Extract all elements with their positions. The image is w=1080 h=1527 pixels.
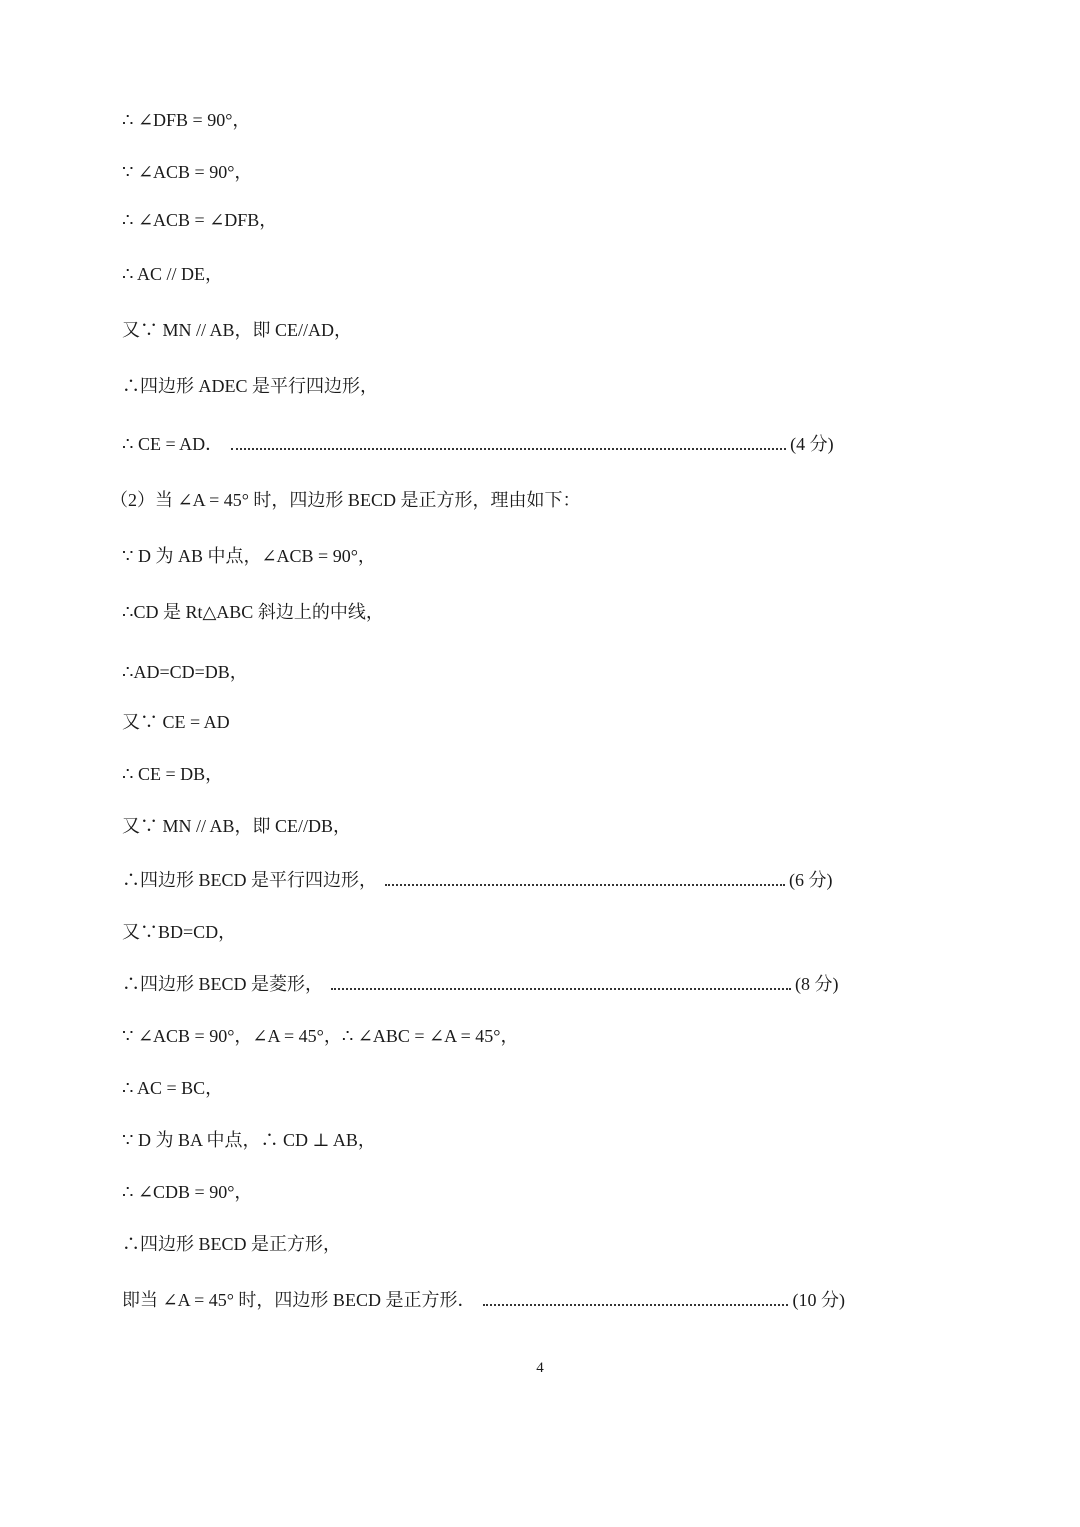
line-text: ∵ D 为 BA 中点，∴ CD ⊥ AB， [122,1130,376,1150]
solution-line-19 [122,1076,223,1100]
line-text: ∴ ∠DFB = 90°， [122,110,251,130]
solution-line-12 [122,710,230,734]
solution-line-10 [122,600,384,624]
leader-dots [231,432,786,450]
solution-line-18 [122,1024,518,1048]
solution-line-17 [122,972,839,996]
leader-dots [385,868,785,886]
line-text: ∴ AC = BC， [122,1078,224,1098]
score-label: (8 分) [795,974,839,994]
leader-dots [483,1288,788,1306]
solution-line-21 [122,1180,252,1204]
line-text: 又∵ CE = AD [122,712,230,732]
line-text: ∴ CE = AD． [122,434,224,454]
line-text: （2）当 ∠A = 45° 时，四边形 BECD 是正方形，理由如下： [110,490,581,510]
line-text: 即当 ∠A = 45° 时，四边形 BECD 是正方形． [122,1290,476,1310]
solution-line-9 [122,544,376,568]
line-text: 又∵BD=CD， [122,922,237,942]
solution-line-11 [122,660,248,684]
solution-line-6 [122,374,378,398]
solution-line-7 [122,432,834,456]
line-text: ∴ AC // DE， [122,264,223,284]
leader-dots [331,972,791,990]
solution-line-13 [122,762,223,786]
solution-line-14 [122,814,351,838]
page-number: 4 [536,1360,544,1376]
solution-line-16 [122,920,236,944]
solution-line-22 [122,1232,341,1256]
solution-line-3 [122,208,277,232]
line-text: 又∵ MN // AB，即 CE//DB， [122,816,352,836]
line-text: ∵ ∠ACB = 90°，∠A = 45°，∴ ∠ABC = ∠A = 45°， [122,1026,519,1046]
solution-line-15 [122,868,833,892]
solution-line-1 [122,108,250,132]
line-text: ∵ ∠ACB = 90°， [122,162,253,182]
solution-line-20 [122,1128,376,1152]
solution-line-4 [122,262,223,286]
solution-line-2 [122,160,252,184]
line-text: ∴四边形 BECD 是正方形， [122,1234,342,1254]
line-text: ∵ D 为 AB 中点，∠ACB = 90°， [122,546,376,566]
line-text: 又∵ MN // AB，即 CE//AD， [122,320,353,340]
line-text: ∴CD 是 Rt△ABC 斜边上的中线， [122,602,384,622]
solution-line-5 [122,318,352,342]
score-label: (10 分) [792,1290,845,1310]
line-text: ∴ CE = DB， [122,764,224,784]
score-label: (4 分) [790,434,834,454]
line-text: ∴四边形 ADEC 是平行四边形， [122,376,378,396]
line-text: ∴ ∠CDB = 90°， [122,1182,253,1202]
line-text: ∴AD=CD=DB， [122,662,248,682]
score-label: (6 分) [789,870,833,890]
line-text: ∴四边形 BECD 是菱形， [122,974,324,994]
line-text: ∴四边形 BECD 是平行四边形， [122,870,378,890]
solution-line-8 [110,488,580,512]
solution-line-23 [122,1288,845,1312]
line-text: ∴ ∠ACB = ∠DFB， [122,210,278,230]
